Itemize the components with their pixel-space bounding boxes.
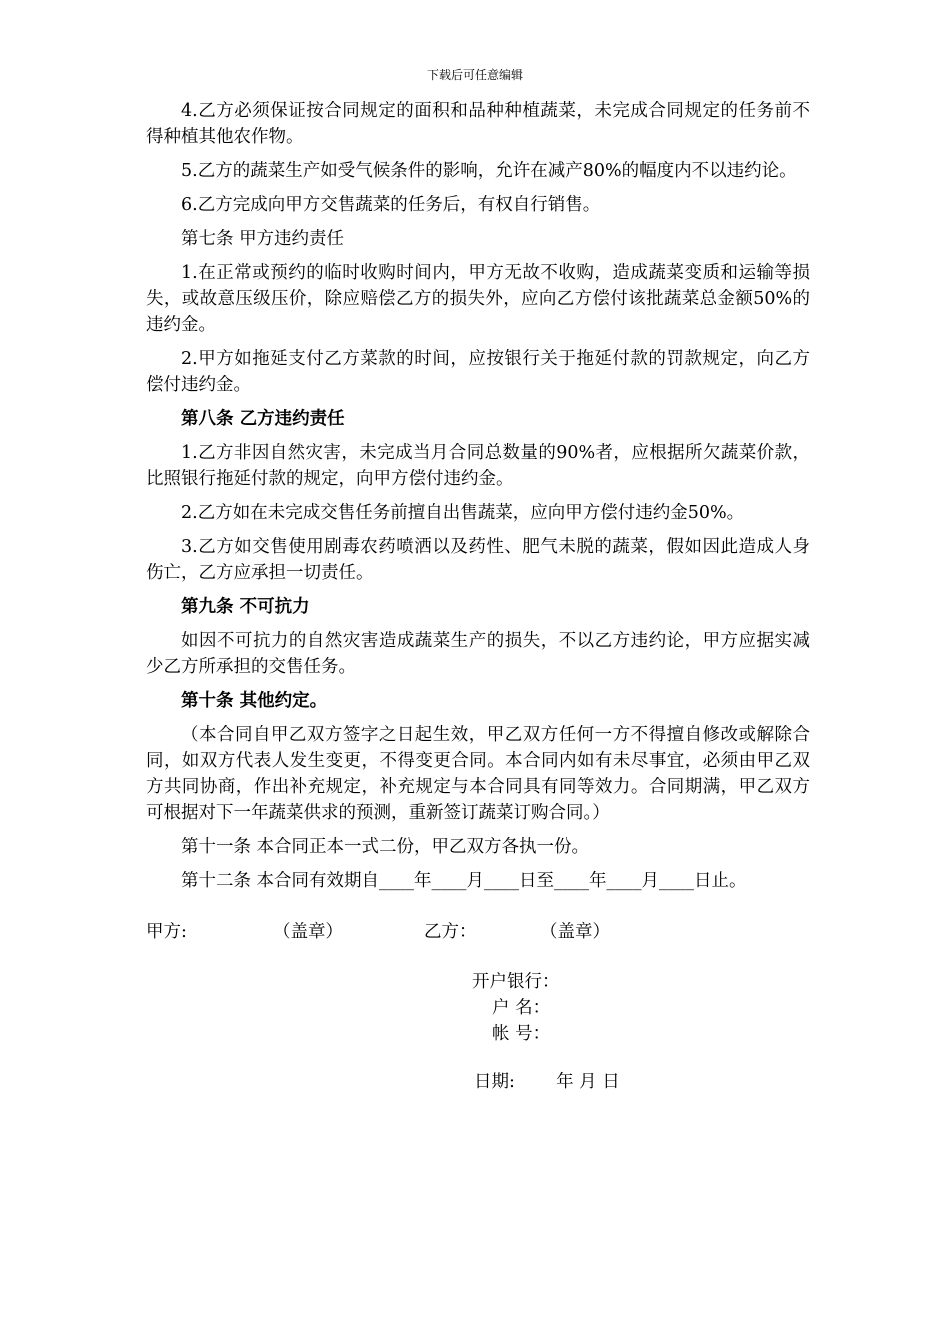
contract-body <box>146 98 810 902</box>
clause-paragraph: 3.乙方如交售使用剧毒农药喷洒以及药性、肥气未脱的蔬菜，假如因此造成人身伤亡，乙方应承担一切责任。 <box>146 537 810 583</box>
clause-paragraph: 6.乙方完成向甲方交售蔬菜的任务后，有权自行销售。 <box>181 195 601 215</box>
date-label: 日期: <box>474 1072 515 1092</box>
article-heading: 第十条 其他约定。 <box>181 691 328 711</box>
date-line <box>474 1068 620 1093</box>
clause-paragraph: 2.甲方如拖延支付乙方菜款的时间，应按银行关于拖延付款的罚款规定，向乙方偿付违约金。 <box>146 349 810 395</box>
clause-paragraph: 2.乙方如在未完成交售任务前擅自出售蔬菜，应向甲方偿付违约金50%。 <box>181 503 745 523</box>
signature-row <box>146 918 746 944</box>
clause-paragraph: 1.乙方非因自然灾害，未完成当月合同总数量的90%者，应根据所欠蔬菜价款，比照银行拖延付款的规定，向甲方偿付违约金。 <box>146 443 810 489</box>
header-note: 下载后可任意编辑 <box>426 68 523 82</box>
bank-label: 开户银行： <box>472 972 560 992</box>
clause-paragraph: （本合同自甲乙双方签字之日起生效，甲乙双方任何一方不得擅自修改或解除合同，如双方代表人发生变更，不得变更合同。本合同内如有未尽事宜，必须由甲乙双方共同协商，作出补充规定，补充规定与本合同具有同等效力。合同期满，甲乙双方可根据对下一年蔬菜供求的预测，重新签订蔬菜订购合同。） <box>146 725 810 823</box>
clause-paragraph: 第十二条 本合同有效期自____年____月____日至____年____月____日止。 <box>181 871 747 891</box>
party-b-seal: （盖章） <box>540 922 610 942</box>
account-name-label: 户 名： <box>492 998 551 1018</box>
clause-paragraph: 5.乙方的蔬菜生产如受气候条件的影响，允许在减产80%的幅度内不以违约论。 <box>181 161 797 181</box>
clause-paragraph: 4.乙方必须保证按合同规定的面积和品种种植蔬菜，未完成合同规定的任务前不得种植其他农作物。 <box>146 101 810 147</box>
article-heading: 第九条 不可抗力 <box>181 597 310 617</box>
bank-info <box>472 969 560 1047</box>
party-a-seal: （盖章） <box>273 922 343 942</box>
clause-paragraph: 如因不可抗力的自然灾害造成蔬菜生产的损失，不以乙方违约论，甲方应据实减少乙方所承担的交售任务。 <box>146 631 810 677</box>
clause-paragraph: 1.在正常或预约的临时收购时间内，甲方无故不收购，造成蔬菜变质和运输等损失，或故意压级压价，除应赔偿乙方的损失外，应向乙方偿付该批蔬菜总金额50%的违约金。 <box>146 263 810 335</box>
article-heading: 第七条 甲方违约责任 <box>181 229 345 249</box>
clause-paragraph: 第十一条 本合同正本一式二份，甲乙双方各执一份。 <box>181 837 590 857</box>
date-value: 年 月 日 <box>556 1072 620 1092</box>
account-number-label: 帐 号： <box>492 1024 551 1044</box>
party-b-label: 乙方： <box>424 922 477 942</box>
article-heading: 第八条 乙方违约责任 <box>181 409 345 429</box>
party-a-label: 甲方: <box>146 922 187 942</box>
